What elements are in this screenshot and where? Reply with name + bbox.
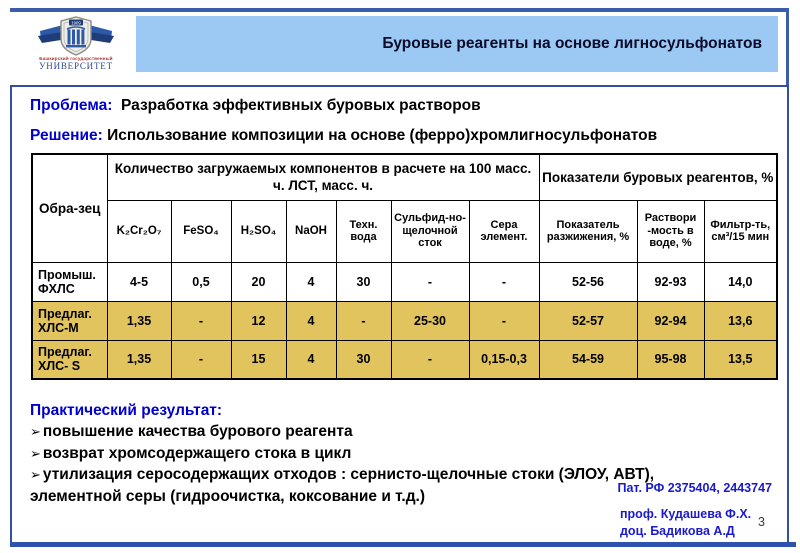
cell: 0,15-0,3 (469, 340, 539, 379)
solution-text: Использование композиции на основе (ферро)хромлигносульфонатов (107, 127, 658, 144)
solution-label: Решение: (30, 127, 103, 144)
col-header-sulfur: Сера элемент. (469, 200, 539, 262)
table-row-hls-m (32, 301, 777, 340)
cell: 52-57 (539, 301, 637, 340)
university-crest-icon (36, 16, 116, 56)
col-header-sulfide-stream: Сульфид-но-щелочной сток (391, 200, 469, 262)
cell: - (469, 301, 539, 340)
solution-line (30, 127, 657, 145)
cell: - (469, 262, 539, 301)
arrow-bullet-icon: ➢ (30, 467, 41, 482)
slide-title-bar (136, 16, 778, 72)
col-header-thinning: Показатель разжижения, % (539, 200, 637, 262)
group-header-components: Количество загружаемых компонентов в расчете на 100 масс. ч. ЛСТ, масс. ч. (107, 154, 539, 200)
cell: 12 (231, 301, 286, 340)
col-header-naoh: NaOH (286, 200, 336, 262)
cell: - (391, 340, 469, 379)
university-name: УНИВЕРСИТЕТ (39, 61, 113, 71)
arrow-bullet-icon: ➢ (30, 424, 41, 439)
table-group-header-row (32, 154, 777, 200)
cell: 30 (336, 340, 391, 379)
cell: 13,5 (704, 340, 777, 379)
problem-label: Проблема: (30, 97, 113, 114)
bottom-divider-bar (10, 542, 796, 547)
cell: 95-98 (637, 340, 704, 379)
author-2: доц. Бадикова А.Д (620, 524, 735, 538)
result-text: повышение качества бурового реагента (42, 423, 353, 440)
col-header-filtration: Фильтр-ть, см³/15 мин (704, 200, 777, 262)
crest-year: 1909 (71, 20, 81, 26)
cell: 0,5 (171, 262, 231, 301)
university-logo (30, 16, 122, 78)
col-header-k2cr2o7: K₂Cr₂O₇ (107, 200, 171, 262)
group-header-indicators: Показатели буровых реагентов, % (539, 154, 777, 200)
result-item (30, 443, 730, 465)
cell: 20 (231, 262, 286, 301)
col-header-sample: Обра-зец (32, 154, 107, 262)
cell: 4 (286, 340, 336, 379)
page-number: 3 (758, 515, 765, 529)
cell: 15 (231, 340, 286, 379)
cell: - (336, 301, 391, 340)
cell: 1,35 (107, 340, 171, 379)
cell: 92-93 (637, 262, 704, 301)
col-header-h2so4: H₂SO₄ (231, 200, 286, 262)
problem-line (30, 97, 481, 115)
result-item (30, 421, 730, 443)
cell: 14,0 (704, 262, 777, 301)
cell: - (171, 301, 231, 340)
authors-block (620, 506, 751, 540)
cell: 4 (286, 301, 336, 340)
author-1: проф. Кудашева Ф.Х. (620, 507, 752, 521)
reagents-table-wrap (31, 153, 776, 380)
cell: 4 (286, 262, 336, 301)
col-header-tech-water: Техн. вода (336, 200, 391, 262)
cell: 25-30 (391, 301, 469, 340)
cell: - (171, 340, 231, 379)
cell: 54-59 (539, 340, 637, 379)
cell: 92-94 (637, 301, 704, 340)
university-name-small: Башкирский государственный (39, 56, 113, 61)
arrow-bullet-icon: ➢ (30, 445, 41, 461)
result-text: возврат хромсодержащего стока в цикл (42, 444, 352, 462)
reagents-table (31, 153, 778, 380)
row-label: Промыш. ФХЛС (32, 262, 107, 301)
cell: 52-56 (539, 262, 637, 301)
cell: 1,35 (107, 301, 171, 340)
cell: - (391, 262, 469, 301)
slide-title: Буровые реагенты на основе лигносульфонатов (382, 35, 762, 52)
content-box (10, 85, 789, 542)
table-row-fhls (32, 262, 777, 301)
cell: 4-5 (107, 262, 171, 301)
cell: 13,6 (704, 301, 777, 340)
result-text: утилизация серосодержащих отходов : сернисто-щелочные стоки (ЭЛОУ, АВТ), элементной серы (гидроочистка, коксование и т.д.) (30, 466, 655, 505)
col-header-solubility: Раствори -мость в воде, % (637, 200, 704, 262)
table-row-hls-s (32, 340, 777, 379)
row-label: Предлаг. ХЛС- S (32, 340, 107, 379)
patent-reference: Пат. РФ 2375404, 2443747 (617, 481, 772, 495)
cell: 30 (336, 262, 391, 301)
results-heading: Практический результат: (30, 402, 223, 419)
row-label: Предлаг. ХЛС-М (32, 301, 107, 340)
col-header-feso4: FeSO₄ (171, 200, 231, 262)
table-subheader-row (32, 200, 777, 262)
problem-text: Разработка эффективных буровых растворов (121, 97, 481, 114)
